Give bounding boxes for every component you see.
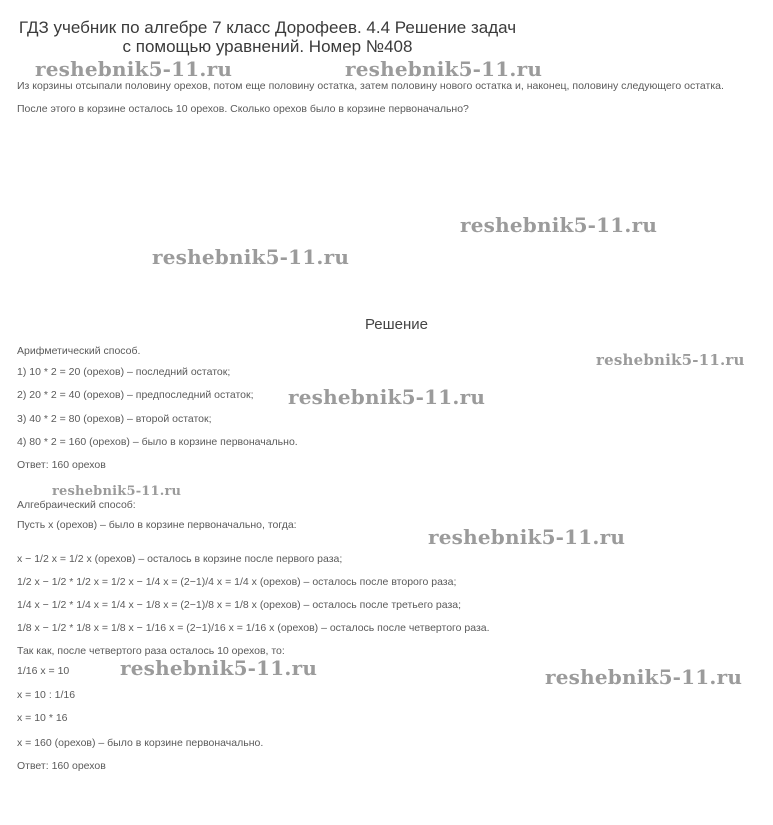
arith-step: 4) 80 * 2 = 160 (орехов) – было в корзине первоначально. [17, 436, 298, 448]
arith-answer: Ответ: 160 орехов [17, 459, 106, 471]
watermark: reshebnik5-11.ru [345, 57, 543, 81]
alg-step: 1/2 x − 1/2 * 1/2 x = 1/2 x − 1/4 x = (2−1)/4 x = 1/4 x (орехов) – осталось после второго раза; [17, 576, 457, 588]
arith-step: 2) 20 * 2 = 40 (орехов) – предпоследний остаток; [17, 389, 254, 401]
page-title [0, 18, 535, 56]
watermark: reshebnik5-11.ru [545, 665, 743, 689]
alg-step: 1/4 x − 1/2 * 1/4 x = 1/4 x − 1/8 x = (2−1)/8 x = 1/8 x (орехов) – осталось после третьего раза; [17, 599, 462, 611]
watermark: reshebnik5-11.ru [428, 525, 626, 549]
alg-title: Алгебраический способ: [17, 499, 136, 511]
alg-conclusion: Так как, после четвертого раза осталось 10 орехов, то: [17, 645, 285, 657]
arith-step: 1) 10 * 2 = 20 (орехов) – последний остаток; [17, 366, 231, 378]
watermark: reshebnik5-11.ru [52, 484, 182, 499]
alg-step: 1/8 x − 1/2 * 1/8 x = 1/8 x − 1/16 x = (2−1)/16 x = 1/16 x (орехов) – осталось после четвертого раза. [17, 622, 490, 634]
title-line-2: с помощью уравнений. Номер №408 [122, 37, 413, 56]
watermark: reshebnik5-11.ru [120, 656, 318, 680]
equation: x = 10 : 1/16 [17, 689, 76, 701]
alg-intro: Пусть x (орехов) – было в корзине первоначально, тогда: [17, 519, 297, 531]
equation: x = 10 * 16 [17, 712, 68, 724]
equation: 1/16 x = 10 [17, 665, 70, 677]
problem-line-2: После этого в корзине осталось 10 орехов. Сколько орехов было в корзине первоначально? [17, 103, 469, 115]
solution-heading: Решение [364, 316, 429, 333]
watermark: reshebnik5-11.ru [596, 351, 745, 369]
watermark: reshebnik5-11.ru [35, 57, 233, 81]
arith-title: Арифметический способ. [17, 345, 141, 357]
alg-answer: Ответ: 160 орехов [17, 760, 106, 772]
watermark: reshebnik5-11.ru [288, 385, 486, 409]
title-line-1: ГДЗ учебник по алгебре 7 класс Дорофеев. 4.4 Решение задач [18, 18, 517, 37]
watermark: reshebnik5-11.ru [152, 245, 350, 269]
watermark: reshebnik5-11.ru [460, 213, 658, 237]
equation: x = 160 (орехов) – было в корзине первоначально. [17, 737, 264, 749]
arith-step: 3) 40 * 2 = 80 (орехов) – второй остаток; [17, 413, 212, 425]
problem-line-1: Из корзины отсыпали половину орехов, потом еще половину остатка, затем половину нового остатка и, наконец, половину следующего остатка. [17, 80, 724, 92]
alg-step: x − 1/2 x = 1/2 x (орехов) – осталось в корзине после первого раза; [17, 553, 343, 565]
